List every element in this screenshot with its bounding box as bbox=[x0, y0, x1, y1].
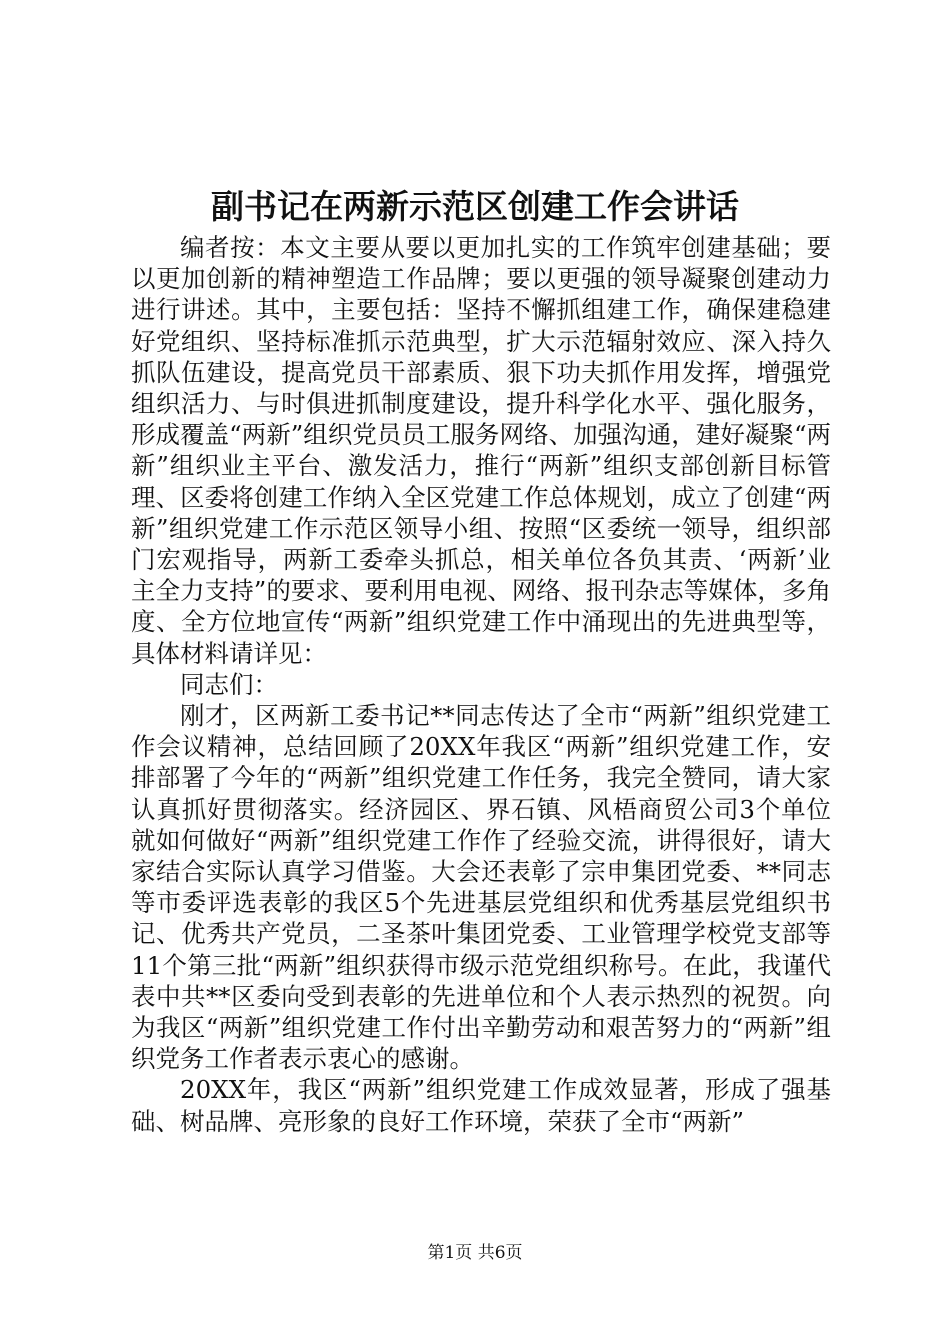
body-paragraph: 刚才，区两新工委书记**同志传达了全市“两新”组织党建工作会议精神，总结回顾了20XX年我区“两新”组织党建工作，安排部署了今年的“两新”组织党建工作任务，我完全赞同，请大家认真抓好贯彻落实。经济园区、界石镇、风梧商贸公司3个单位就如何做好“两新”组织党建工作作了经验交流，讲得很好，请大家结合实际认真学习借鉴。大会还表彰了宗申集团党委、**同志等市委评选表彰的我区5个先进基层党组织和优秀基层党组织书记、优秀共产党员，二圣茶叶集团党委、工业管理学校党支部等11个第三批“两新”组织获得市级示范党组织称号。在此，我谨代表中共**区委向受到表彰的先进单位和个人表示热烈的祝贺。向为我区“两新”组织党建工作付出辛勤劳动和艰苦努力的“两新”组织党务工作者表示衷心的感谢。 bbox=[131, 701, 831, 1074]
page-number-footer: 第1页 共6页 bbox=[427, 1243, 523, 1263]
document-body bbox=[131, 232, 831, 1137]
salutation-paragraph: 同志们： bbox=[180, 669, 278, 699]
body-paragraph: 20XX年，我区“两新”组织党建工作成效显著，形成了强基础、树品牌、亮形象的良好工作环境，荣获了全市“两新” bbox=[131, 1075, 831, 1136]
document-title: 副书记在两新示范区创建工作会讲话 bbox=[211, 187, 739, 226]
editor-note-paragraph: 编者按：本文主要从要以更加扎实的工作筑牢创建基础；要以更加创新的精神塑造工作品牌；要以更强的领导凝聚创建动力进行讲述。其中，主要包括：坚持不懈抓组建工作，确保建稳建好党组织、坚持标准抓示范典型，扩大示范辐射效应、深入持久抓队伍建设，提高党员干部素质、狠下功夫抓作用发挥，增强党组织活力、与时俱进抓制度建设，提升科学化水平、强化服务，形成覆盖“两新”组织党员员工服务网络、加强沟通，建好凝聚“两新”组织业主平台、激发活力，推行“两新”组织支部创新目标管理、区委将创建工作纳入全区党建工作总体规划，成立了创建“两新”组织党建工作示范区领导小组、按照“区委统一领导，组织部门宏观指导，两新工委牵头抓总，相关单位各负其责、‘两新’业主全力支持”的要求、要利用电视、网络、报刊杂志等媒体，多角度、全方位地宣传“两新”组织党建工作中涌现出的先进典型等，具体材料请详见： bbox=[131, 233, 831, 668]
